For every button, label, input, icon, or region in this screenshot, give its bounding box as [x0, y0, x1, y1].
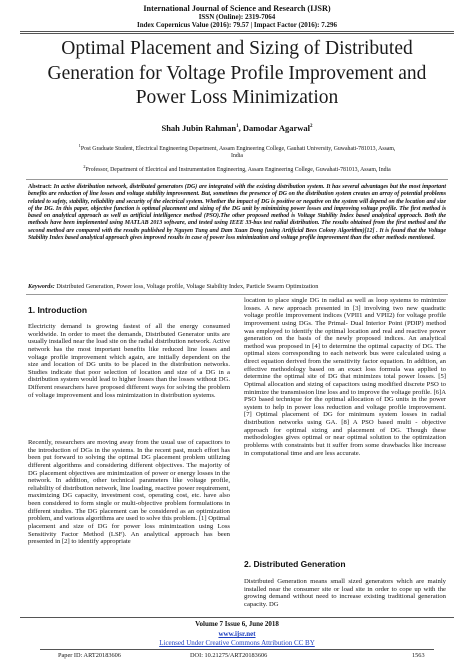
journal-url-link[interactable]: www.ijsr.net	[218, 630, 256, 638]
intro-paragraph-1: Electricity demand is growing fastest of all the energy consumed worldwide. In order to meet the demands, Distributed Generator units are usually installed near the load site on the radial distribution network. Active network has the most important benefits like reduced line losses and voltage profile improvement which again, are initially dependent on the size and location of DG units to be placed in the distribution networks. Studies indicate that poor selection of location and size of a DG in a distribution system would lead to higher losses than the losses without DG. Different researchers have proposed different ways for solving the problem of voltage improvement and loss minimization in distribution systems.	[28, 323, 230, 399]
right-paragraph-1: location to place single DG in radial as well as loop systems to minimize losses. A new approach presented in [3] involving two new quadratic voltage profile improvement indices (VPII1 and VPII2) for voltage profile improvement using DGs. The Primal- Dual Interior Point (PDIP) method was employed to identify the optimal location and real and reactive power generation on the basis of the newly proposed indices. An analytical method was proposed in [4] to determine the optimal capacity of DG. The optimal sizes corresponding to each network bus were calculated using a direct equation derived from the sensitivity factor equation. In addition, an effective methodology based on an exact loss formula was applied to determine the optimal site of DG that minimizes total power losses. [5] Optimal allocation and sizing of capacitors using modified discrete PSO to minimize the transmission line loss and to improve the voltage profile. [6]A PSO based technique for the optimal allocation of DG units in the power system to help in power loss reduction and voltage profile improvement. [7] Optimal placement of DG for minimum system losses in radial distribution networks using GA. [8] A PSO based multi - objective approach for optimal sizing and placement of DG. Though these methodologies gives optimal or near optimal solution to the optimization problems with constraints but it suffer from some drawbacks like increase in computational time and are less accurate.	[244, 297, 446, 457]
abstract-text: In active distribution network, distributed generators (DG) are integrated with the existing distribution system. It has several advantages but the most important benefits are reduction of line losses and voltage stability improvement. But, sometimes the presence of DG on the distribution system creates an array of potential problems related to safety, stability, reliability and security of the electrical system. Whether the impact of DG is positive or negative on the system will depend on the location and size of the DG. In this paper, objective function is optimal placement and sizing of the DG unit by minimizing power losses and improving voltage profile. The first method is based on analytical approach as well as artificial intelligence method (PSO).The other proposed method is Voltage Stability Index based analytical approach. Both the methods have been implemented using MATLAB 2013 software, and tested using IEEE 33-bus test radial distribution. The results obtained from the first method and the second method are compared with the results published by Nguyen Tung and Dam Xuan Dong (using Artificial Bees Colony Algorithm)[12] . It is found that the Voltage Stability Index based analytical approach gives improved results in case of power loss minimization and voltage profile improvement than the other methods mentioned.	[28, 184, 446, 241]
author-name: Shah Jubin Rahman	[161, 123, 237, 133]
paper-title	[20, 37, 454, 111]
title-line-1: Optimal Placement and Sizing of Distributed	[61, 38, 413, 59]
abstract-label: Abstract:	[28, 184, 52, 190]
right-paragraph-2: Distributed Generation means small sized generators which are mainly installed near the consumer site or load site in order to cope up with the growing demand without need to increase existing traditional generation capacity. DG	[244, 578, 446, 608]
affiliation-text: Post Graduate Student, Electrical Engineering Department, Assam Engineering College, Gauhati University, Guwahati-781013, Assam,	[80, 145, 396, 152]
abstract-top-rule	[26, 179, 448, 180]
affiliation-text-cont: India	[231, 153, 243, 160]
issn-line: ISSN (Online): 2319-7064	[198, 13, 276, 21]
footer-volume: Volume 7 Issue 6, June 2018	[195, 620, 279, 628]
affiliation-number: 1	[78, 143, 81, 148]
author-affiliation-mark: 1	[236, 124, 239, 130]
page-number: 1563	[412, 652, 425, 659]
title-line-2: Generation for Voltage Profile Improvement and	[47, 62, 427, 84]
section-1-heading: 1. Introduction	[28, 305, 88, 315]
license-link[interactable]: Licensed Under Creative Commons Attribution CC BY	[159, 639, 315, 647]
author-separator: ,	[238, 123, 243, 133]
affiliation-text: Professor, Department of Electrical and Instrumentation Engineering, Assam Engineering College, Guwahati-781013, Assam, India	[85, 166, 391, 173]
author-name: Damodar Agarwal	[242, 123, 311, 133]
keywords	[28, 283, 446, 291]
author-affiliation-mark: 2	[310, 124, 313, 130]
header-rule-2	[20, 33, 454, 34]
abstract-bottom-rule	[26, 294, 448, 295]
paper-id: Paper ID: ART20183606	[58, 652, 121, 659]
footer-url[interactable]	[0, 630, 474, 638]
journal-name: International Journal of Science and Research (IJSR)	[143, 4, 331, 13]
author-list	[0, 123, 474, 133]
affiliation-2	[28, 163, 446, 174]
keywords-text: Distributed Generation, Power loss, Voltage profile, Voltage Stability Index, Particle Swarm Optimization	[56, 283, 319, 290]
title-line-3: Power Loss Minimization	[135, 87, 339, 108]
affiliation-number: 2	[83, 164, 86, 169]
footer-bottom-rule	[40, 649, 434, 650]
intro-paragraph-2: Recently, researchers are moving away from the usual use of capacitors to the introduction of DGs in the systems. In the recent past, much effort has been put forward to solving the optimal DG placement problem utilizing different algorithms and considering different objectives. The majority of DG placement objectives are minimization of power or energy losses in the network. In addition, other technical parameters like voltage profile, reliability of distribution network, line loading, reactive power requirement, maximizing DG capacity, investment cost, operating cost, etc. have also been considered to form single or multi-objective problem formulations in different studies. The DG placement can be considered as an optimization problem, and various algorithms are used to solve this problem. [1] Optimal placement and size of DG for power loss minimization using Loss Sensitivity Factor Method (LSF). An analytical approach has been presented in [2] to identify appropriate	[28, 439, 230, 546]
doi: DOI: 10.21275/ART20183606	[190, 652, 268, 659]
footer-license[interactable]	[0, 639, 474, 647]
index-line: Index Copernicus Value (2016): 79.57 | Impact Factor (2016): 7.296	[137, 21, 337, 29]
header-rule	[20, 31, 454, 32]
affiliation-1	[28, 142, 446, 161]
keywords-label: Keywords:	[28, 283, 55, 290]
section-2-heading: 2. Distributed Generation	[244, 559, 346, 569]
abstract	[28, 184, 446, 242]
footer-rule	[20, 617, 454, 618]
